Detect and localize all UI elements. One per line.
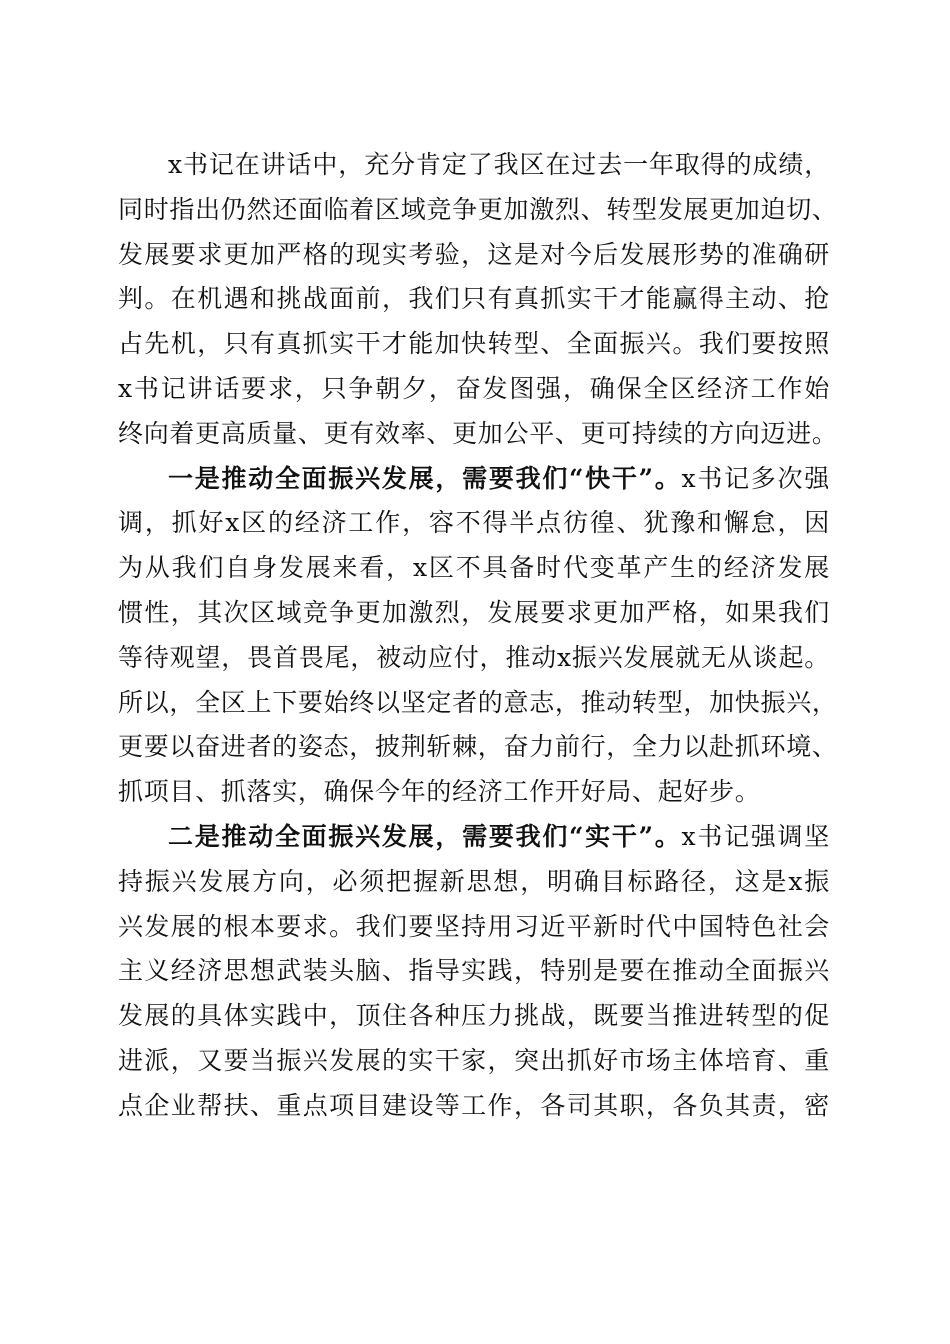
paragraph-2 bbox=[118, 457, 838, 815]
text-line: 更要以奋进者的姿态，披荆斩棘，奋力前行，全力以赴抓环境、 bbox=[118, 732, 838, 762]
text-line: 终向着更高质量、更有效率、更加公平、更可持续的方向迈进。 bbox=[118, 418, 838, 448]
text-line: 抓项目、抓落实，确保今年的经济工作开好局、起好步。 bbox=[118, 777, 761, 807]
text-line-rest: x书记强调坚 bbox=[681, 821, 830, 851]
text-line: x书记讲话要求，只争朝夕，奋发图强，确保全区经济工作始 bbox=[118, 373, 830, 403]
paragraph-1 bbox=[118, 143, 838, 457]
paragraph-lead-heading: 二是推动全面振兴发展，需要我们“实干”。 bbox=[168, 821, 682, 851]
document-body bbox=[118, 143, 838, 1129]
text-line-rest: x书记多次强 bbox=[681, 463, 830, 493]
paragraph-lead-heading: 一是推动全面振兴发展，需要我们“快干”。 bbox=[168, 463, 682, 493]
paragraph-3 bbox=[118, 815, 830, 1129]
text-line bbox=[118, 815, 830, 860]
text-line: 惯性，其次区域竞争更加激烈，发展要求更加严格，如果我们 bbox=[118, 597, 830, 627]
text-line: 主义经济思想武装头脑、指导实践，特别是要在推动全面振兴 bbox=[118, 956, 830, 986]
text-line: 同时指出仍然还面临着区域竞争更加激烈、转型发展更加迫切、 bbox=[118, 194, 838, 224]
text-line: 判。在机遇和挑战面前，我们只有真抓实干才能赢得主动、抢 bbox=[118, 284, 830, 314]
text-line: 为从我们自身发展来看，x区不具备时代变革产生的经济发展 bbox=[118, 553, 830, 583]
text-line: 等待观望，畏首畏尾，被动应付，推动x振兴发展就无从谈起。 bbox=[118, 642, 830, 672]
text-line: x书记在讲话中，充分肯定了我区在过去一年取得的成绩， bbox=[168, 150, 830, 179]
text-line: 兴发展的根本要求。我们要坚持用习近平新时代中国特色社会 bbox=[118, 911, 830, 941]
text-line: 发展的具体实践中，顶住各种压力挑战，既要当推进转型的促 bbox=[118, 1001, 830, 1031]
text-line: 持振兴发展方向，必须把握新思想，明确目标路径，这是x振 bbox=[118, 866, 830, 896]
text-line: 调，抓好x区的经济工作，容不得半点彷徨、犹豫和懈怠，因 bbox=[118, 508, 830, 538]
text-line: 进派，又要当振兴发展的实干家，突出抓好市场主体培育、重 bbox=[118, 1045, 830, 1075]
text-line: 点企业帮扶、重点项目建设等工作，各司其职，各负其责，密 bbox=[118, 1090, 830, 1120]
text-line: 占先机，只有真抓实干才能加快转型、全面振兴。我们要按照 bbox=[118, 329, 830, 359]
text-line: 发展要求更加严格的现实考验，这是对今后发展形势的准确研 bbox=[118, 239, 830, 269]
text-line: 所以，全区上下要始终以坚定者的意志，推动转型，加快振兴， bbox=[118, 687, 838, 717]
text-line bbox=[118, 457, 830, 502]
